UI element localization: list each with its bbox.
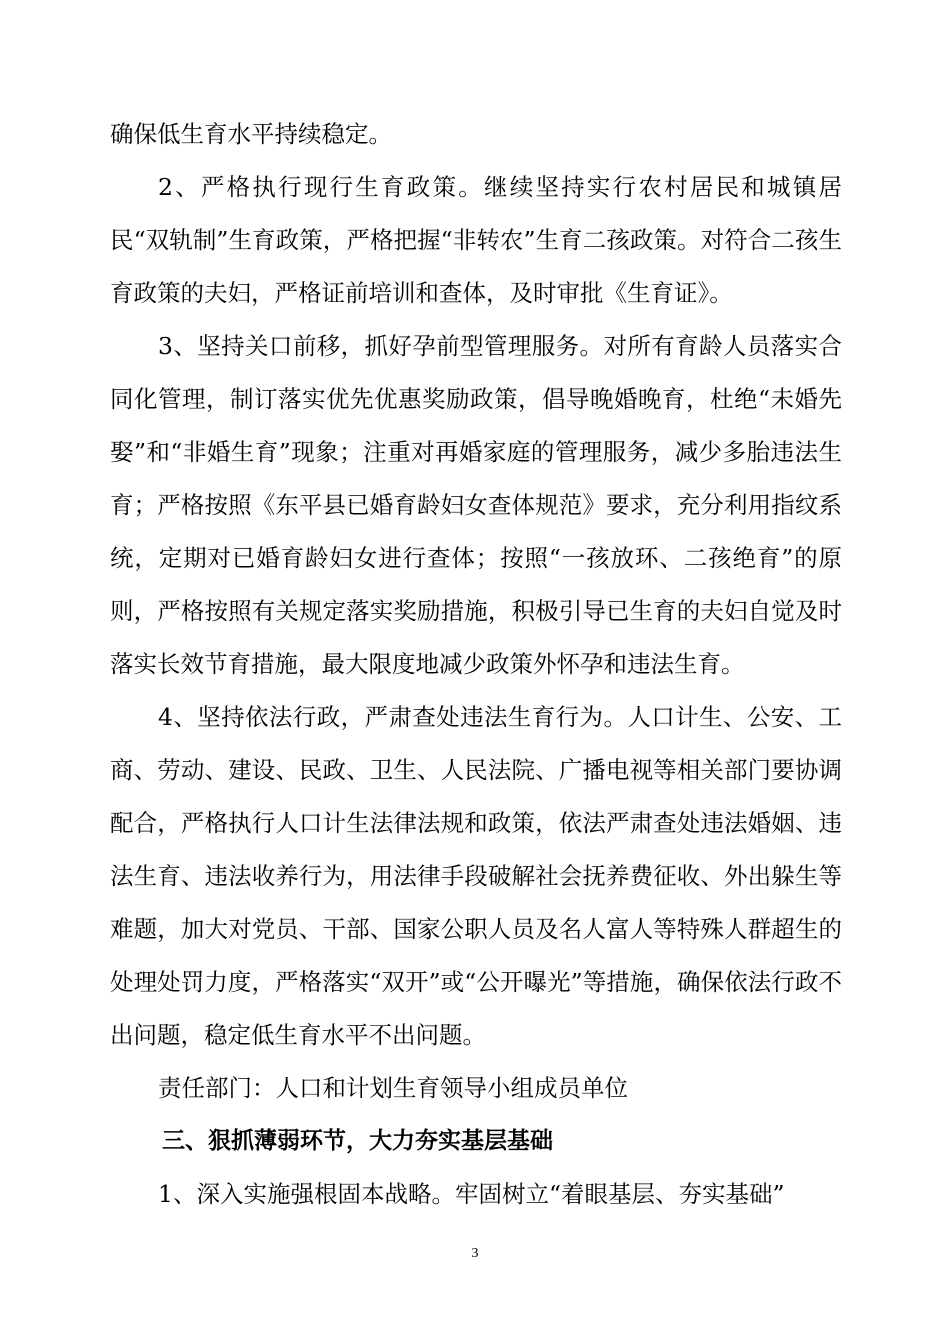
document-body [110,108,842,1221]
paragraph-law-enforcement: 4、坚持依法行政，严肃查处违法生育行为。人口计生、公安、工商、劳动、建设、民政、卫生、人民法院、广播电视等相关部门要协调配合，严格执行人口计生法律法规和政策，依法严肃查处违法婚姻、违法生育、违法收养行为，用法律手段破解社会抚养费征收、外出躲生等难题，加大对党员、干部、国家公职人员及名人富人等特殊人群超生的处理处罚力度，严格落实“双开”或“公开曝光”等措施，确保依法行政不出问题，稳定低生育水平不出问题。 [110,703,842,1049]
paragraph-responsible-dept: 责任部门：人口和计划生育领导小组成员单位 [158,1074,628,1102]
section-heading: 三、狠抓薄弱环节，大力夯实基层基础 [162,1128,553,1154]
page-number: 3 [471,1246,479,1261]
paragraph-policy: 2、严格执行现行生育政策。继续坚持实行农村居民和城镇居民“双轨制”生育政策，严格把握“非转农”生育二孩政策。对符合二孩生育政策的夫妇，严格证前培训和查体，及时审批《生育证》。 [110,173,842,307]
paragraph-continuation: 确保低生育水平持续稳定。 [110,120,392,148]
paragraph-pre-pregnancy: 3、坚持关口前移，抓好孕前型管理服务。对所有育龄人员落实合同化管理，制订落实优先优惠奖励政策，倡导晚婚晚育，杜绝“未婚先娶”和“非婚生育”现象；注重对再婚家庭的管理服务，减少多胎违法生育；严格按照《东平县已婚育龄妇女查体规范》要求，充分利用指纹系统，定期对已婚育龄妇女进行查体；按照“一孩放环、二孩绝育”的原则，严格按照有关规定落实奖励措施，积极引导已生育的夫妇自觉及时落实长效节育措施，最大限度地减少政策外怀孕和违法生育。 [110,332,842,678]
paragraph-grassroots: 1、深入实施强根固本战略。牢固树立“着眼基层、夯实基础” [158,1180,785,1208]
